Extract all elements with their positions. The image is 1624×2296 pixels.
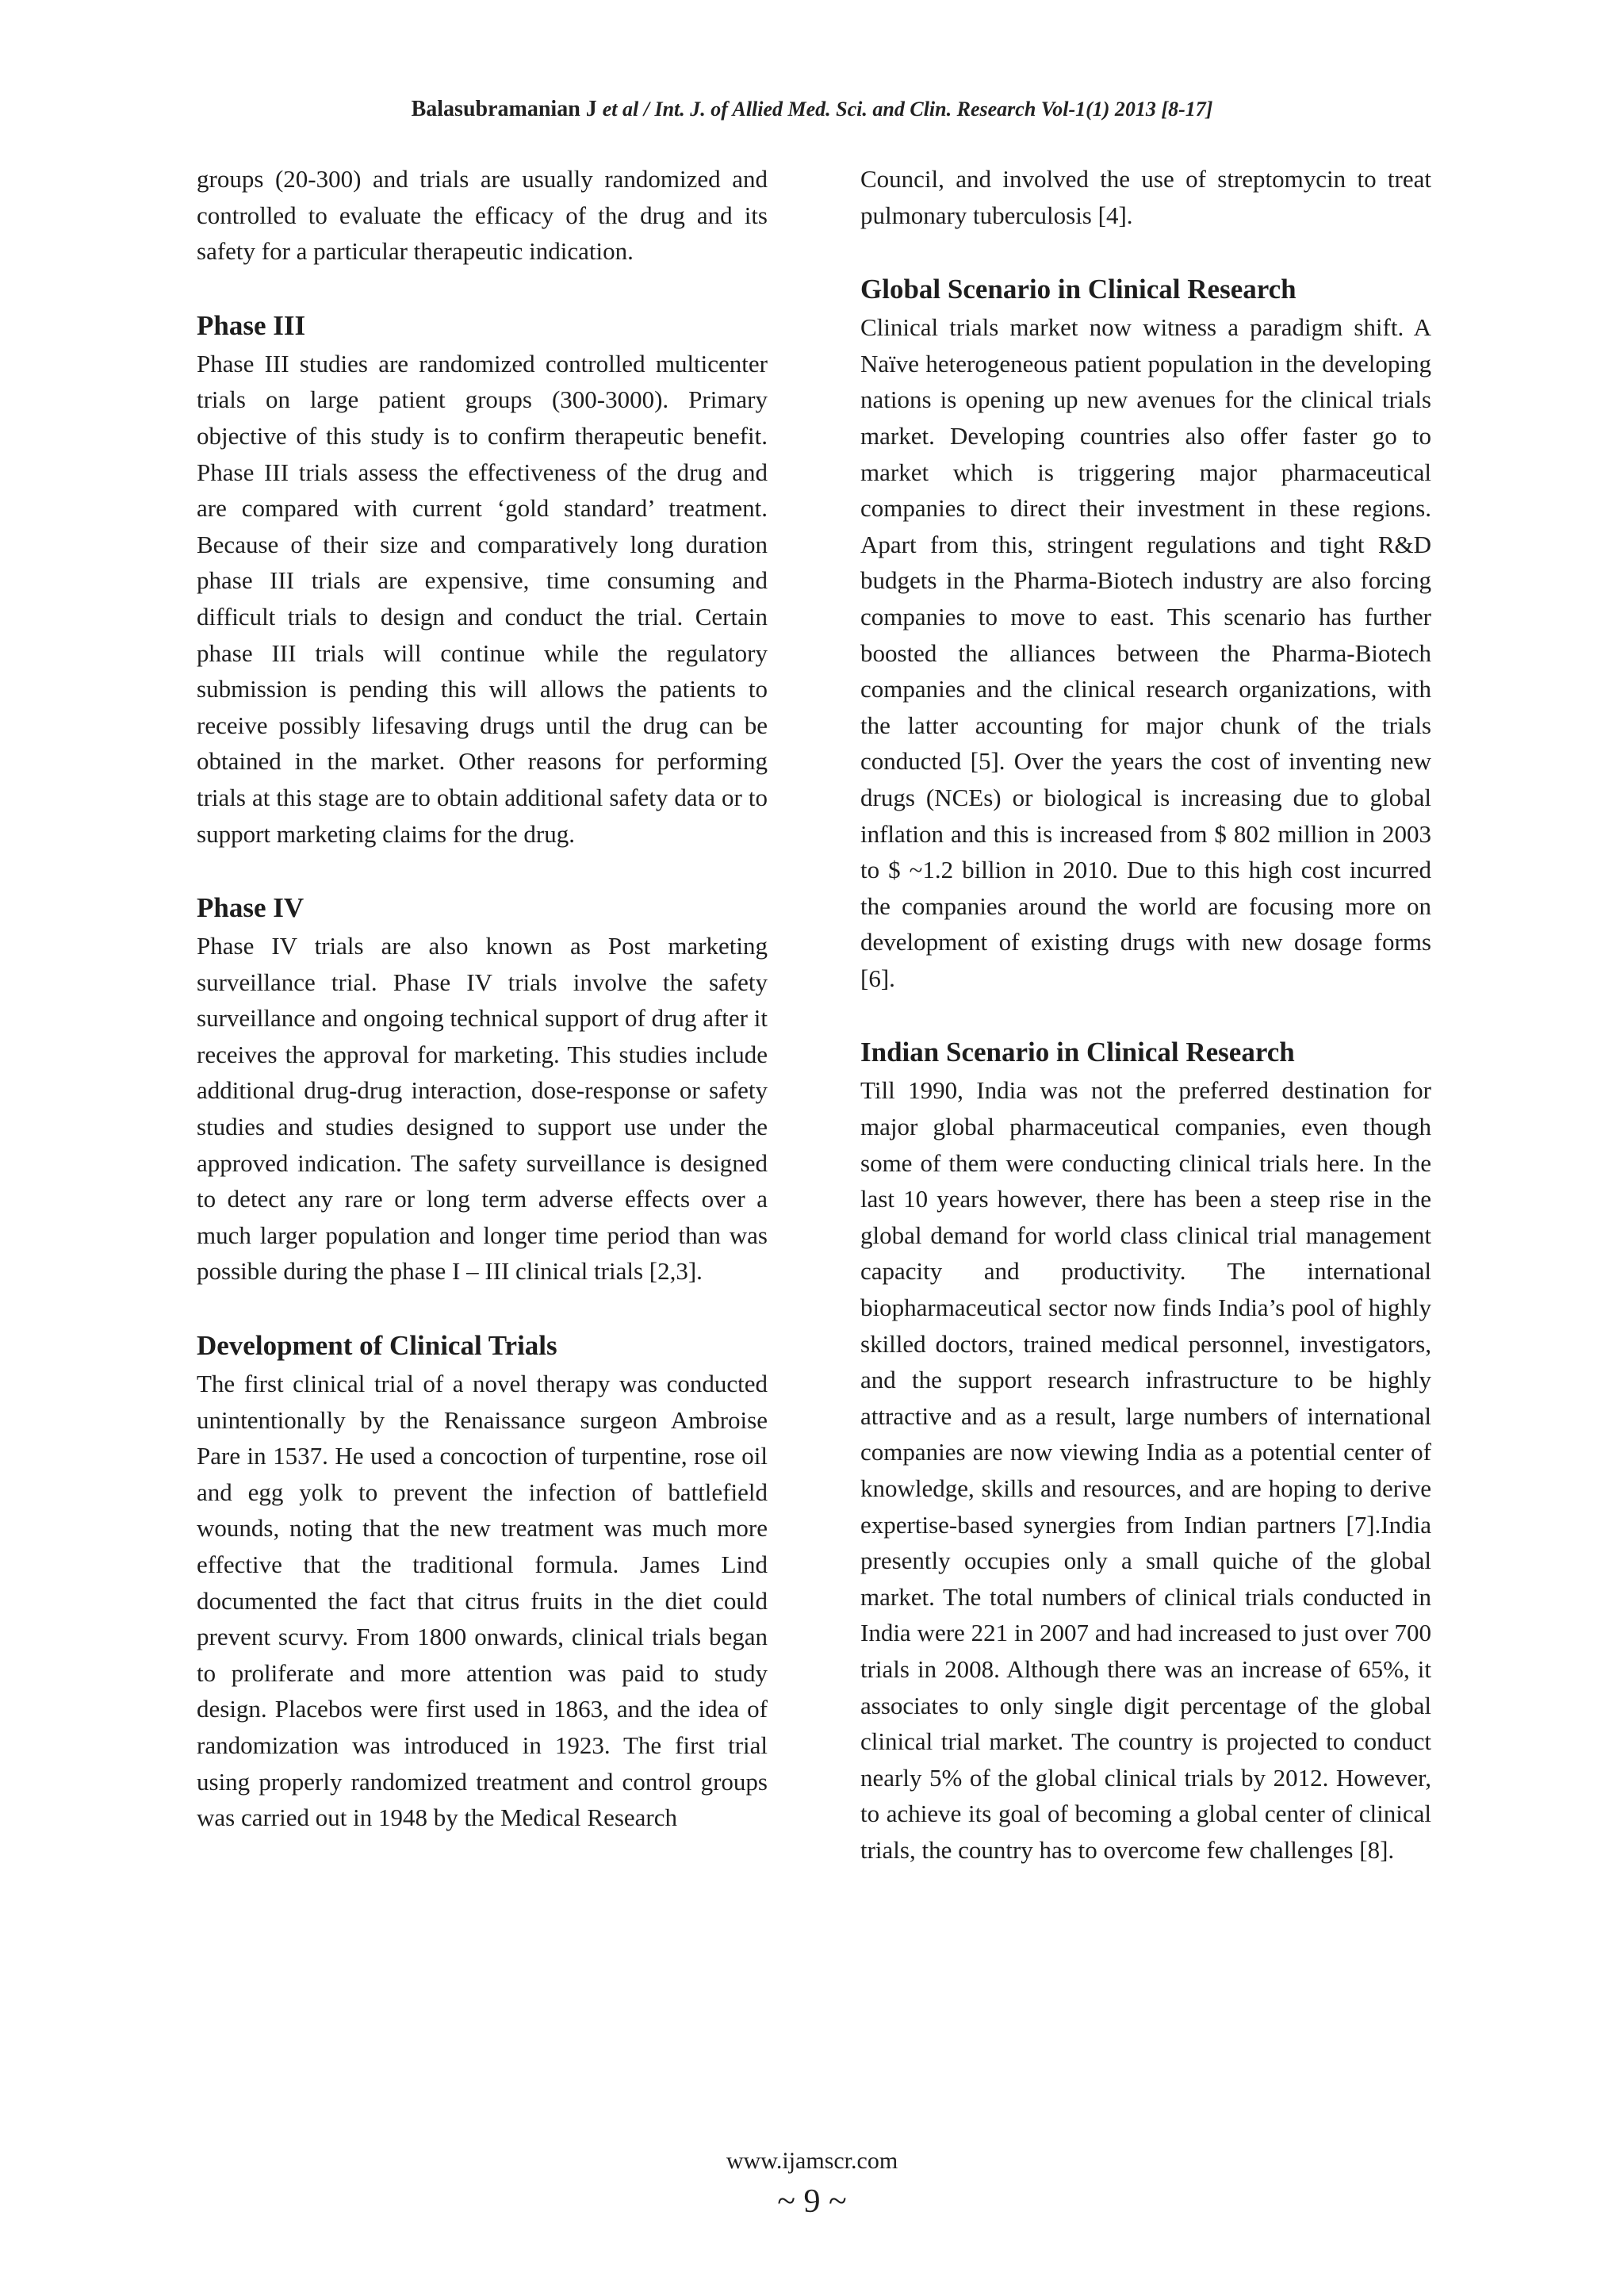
left-column xyxy=(197,161,768,1836)
header-journal: et al / Int. J. of Allied Med. Sci. and Clin. Research Vol-1(1) 2013 [8-17] xyxy=(602,98,1213,121)
right-column xyxy=(860,161,1431,1869)
development-heading: Development of Clinical Trials xyxy=(197,1330,557,1362)
indian-scenario-heading: Indian Scenario in Clinical Research xyxy=(860,1037,1295,1068)
development-paragraph: The first clinical trial of a novel therapy was conducted unintentionally by the Renaissance surgeon Ambroise Pare in 1537. He used a concoction of turpentine, rose oil and egg yolk to prevent the infection of battlefield wounds, noting that the new treatment was much more effective that the traditional formula. James Lind documented the fact that citrus fruits in the diet could prevent scurvy. From 1800 onwards, clinical trials began to proliferate and more attention was paid to study design. Placebos were first used in 1863, and the idea of randomization was introduced in 1923. The first trial using properly randomized treatment and control groups was carried out in 1948 by the Medical Research xyxy=(197,1370,768,1832)
page-number: ~ 9 ~ xyxy=(777,2183,847,2220)
running-header xyxy=(0,97,1624,122)
footer-url[interactable]: www.ijamscr.com xyxy=(726,2148,898,2174)
phase3-paragraph: Phase III studies are randomized controlled multicenter trials on large patient groups (300-3000). Primary objective of this study is to confirm therapeutic benefit. Phase III trials assess the effectiveness of the drug and are compared with current ‘gold standard’ treatment. Because of their size and comparatively long duration phase III trials are expensive, time consuming and difficult trials to design and conduct the trial. Certain phase III trials will continue while the regulatory submission is pending this will allows the patients to receive possibly lifesaving drugs until the drug can be obtained in the market. Other reasons for performing trials at this stage are to obtain additional safety data or to support marketing claims for the drug. xyxy=(197,349,768,848)
phase4-heading: Phase IV xyxy=(197,892,304,924)
indian-scenario-paragraph: Till 1990, India was not the preferred destination for major global pharmaceutical companies, even though some of them were conducting clinical trials here. In the last 10 years however, there has been a steep rise in the global demand for world class clinical trial management capacity and productivity. The international biopharmaceutical sector now finds India’s pool of highly skilled doctors, trained medical personnel, investigators, and the support research infrastructure to be highly attractive and as a result, large numbers of international companies are now viewing India as a potential center of knowledge, skills and resources, and are hoping to derive expertise-based synergies from Indian partners [7].India presently occupies only a small quiche of the global market. The total numbers of clinical trials conducted in India were 221 in 2007 and had increased to just over 700 trials in 2008. Although there was an increase of 65%, it associates to only single digit percentage of the global clinical trial market. The country is projected to conduct nearly 5% of the global clinical trials by 2012. However, to achieve its goal of becoming a global center of clinical trials, the country has to overcome few challenges [8]. xyxy=(860,1076,1431,1864)
continuation-paragraph: Council, and involved the use of streptomycin to treat pulmonary tuberculosis [4]. xyxy=(860,165,1431,229)
global-scenario-paragraph: Clinical trials market now witness a paradigm shift. A Naïve heterogeneous patient population in the developing nations is opening up new avenues for the clinical trials market. Developing countries also offer faster go to market which is triggering major pharmaceutical companies to direct their investment in these regions. Apart from this, stringent regulations and tight R&D budgets in the Pharma-Biotech industry are also forcing companies to move to east. This scenario has further boosted the alliances between the Pharma-Biotech companies and the clinical research organizations, with the latter accounting for major chunk of the trials conducted [5]. Over the years the cost of inventing new drugs (NCEs) or biological is increasing due to global inflation and this is increased from $ 802 million in 2003 to $ ~1.2 billion in 2010. Due to this high cost incurred the companies around the world are focusing more on development of existing drugs with new dosage forms [6]. xyxy=(860,313,1431,992)
intro-paragraph: groups (20-300) and trials are usually randomized and controlled to evaluate the efficacy of the drug and its safety for a particular therapeutic indication. xyxy=(197,165,768,266)
global-scenario-heading: Global Scenario in Clinical Research xyxy=(860,274,1297,305)
header-author: Balasubramanian J xyxy=(411,97,597,121)
phase4-paragraph: Phase IV trials are also known as Post marketing surveillance trial. Phase IV trials involve the safety surveillance and ongoing technical support of drug after it receives the approval for marketing. This studies include additional drug-drug interaction, dose-response or safety studies and studies designed to support use under the approved indication. The safety surveillance is designed to detect any rare or long term adverse effects over a much larger population and longer time period than was possible during the phase I – III clinical trials [2,3]. xyxy=(197,932,768,1286)
phase3-heading: Phase III xyxy=(197,309,306,341)
